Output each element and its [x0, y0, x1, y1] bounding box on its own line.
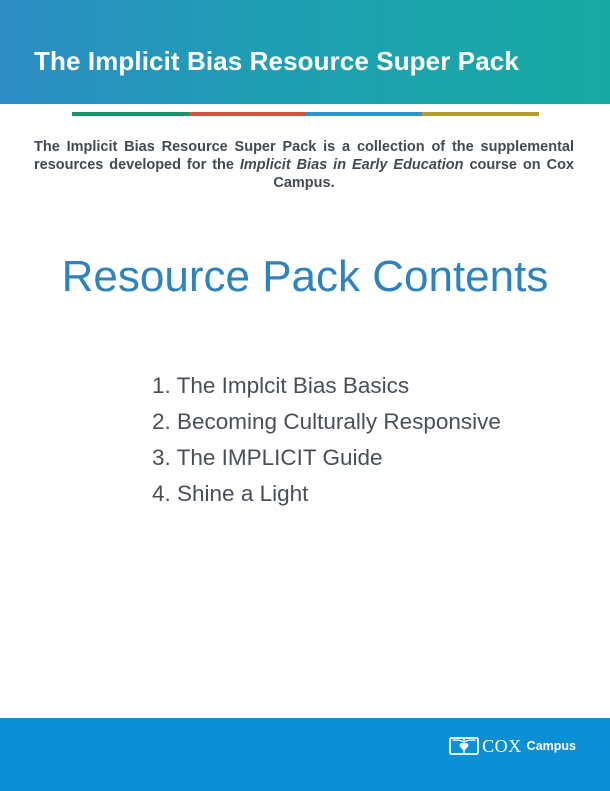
contents-list [152, 368, 501, 512]
list-item: 2. Becoming Culturally Responsive [152, 409, 501, 434]
logo-campus: Campus [526, 739, 576, 753]
intro-text-end: course on Cox Campus. [273, 157, 574, 191]
intro-text-start: The Implicit Bias Resource Super Pack is a collection of the supplemental resources developed for the [34, 139, 574, 173]
list-item: 1. The Implcit Bias Basics [152, 373, 410, 398]
logo-brand: COX [482, 735, 522, 756]
page-title: The Implicit Bias Resource Super Pack [34, 46, 519, 76]
divider-segment-green [72, 112, 189, 116]
divider-segment-gold [422, 112, 539, 116]
course-name: Implicit Bias in Early Education [239, 157, 464, 173]
book-heart-icon [449, 736, 479, 756]
list-item: 4. Shine a Light [152, 481, 309, 506]
intro-paragraph [34, 138, 574, 192]
divider-segment-blue [306, 112, 423, 116]
section-title: Resource Pack Contents [61, 252, 549, 301]
header-banner [0, 0, 610, 104]
list-item: 3. The IMPLICIT Guide [152, 445, 383, 470]
cox-campus-logo [449, 735, 576, 757]
divider-segment-red [189, 112, 306, 116]
color-divider [72, 112, 539, 116]
footer-bar [0, 718, 610, 791]
